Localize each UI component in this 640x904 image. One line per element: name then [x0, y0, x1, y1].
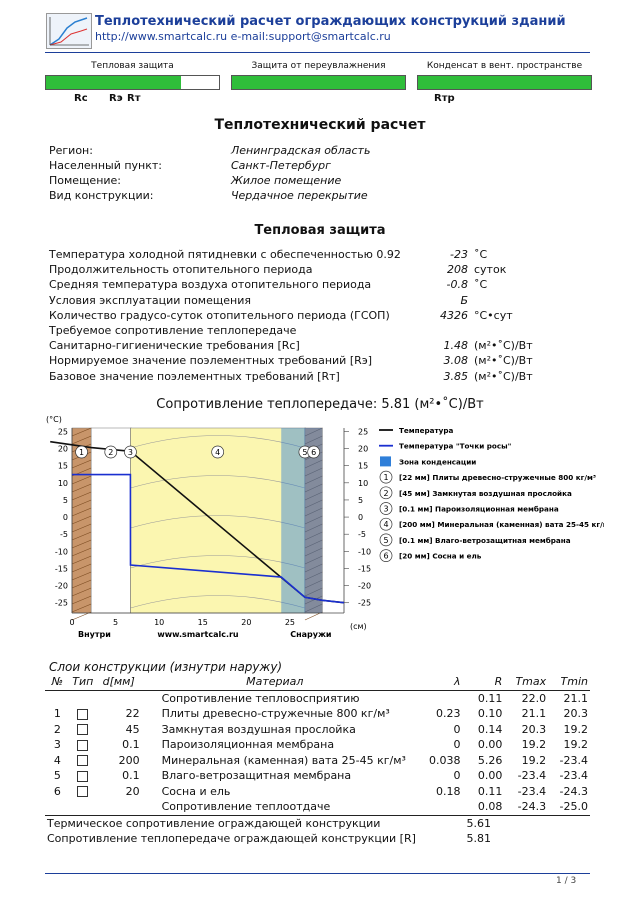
legend-num: 3 — [383, 504, 389, 514]
y-tick-label-right: 25 — [358, 427, 369, 437]
table-row — [45, 722, 590, 738]
thermal-protection-bar — [45, 75, 220, 90]
layer-marker-num: 5 — [302, 448, 308, 457]
param-value: 3.85 — [443, 369, 468, 383]
total-value: 5.61 — [466, 816, 492, 830]
y-tick-label-left: 5 — [62, 495, 68, 505]
layer-lambda: 0 — [453, 769, 461, 783]
layer-marker-num: 3 — [127, 448, 134, 457]
info-value-locality: Санкт-Петербург — [231, 159, 331, 172]
layer-thickness — [96, 799, 142, 815]
layer-tmin: 21.1 — [563, 691, 588, 705]
param-value: -23 — [450, 248, 468, 261]
layers-table-wrap — [45, 674, 590, 847]
legend-num: 4 — [383, 520, 389, 530]
y-tick-label-right: 20 — [358, 444, 369, 454]
table-row — [45, 753, 590, 769]
temperature-chart-svg — [44, 410, 604, 645]
layer-lambda: 0.038 — [429, 753, 461, 767]
param-label: Количество градусо-суток отопительного периода (ГСОП) — [49, 308, 390, 322]
y-tick-label-left: 15 — [57, 461, 68, 471]
layer-marker-num: 4 — [215, 448, 221, 457]
layers-title: Слои конструкции (изнутри наружу) — [49, 660, 283, 674]
layer-num: 6 — [53, 784, 61, 798]
layer-material: Минеральная (каменная) вата 25-45 кг/м³ — [161, 753, 406, 767]
layers-table — [45, 674, 590, 847]
layer-type-checkbox[interactable] — [77, 771, 88, 782]
layer-tmax: -23.4 — [517, 784, 547, 798]
info-label-locality: Населенный пункт: — [49, 159, 162, 172]
table-row — [45, 784, 590, 800]
y-axis-unit: (°С) — [46, 415, 62, 424]
col-header-thickness: d[мм] — [102, 675, 135, 689]
table-row — [45, 690, 590, 706]
y-tick-label-right: 5 — [358, 495, 364, 505]
layer-tmin: -24.3 — [559, 784, 588, 798]
moisture-bar-fill — [232, 76, 405, 89]
info-value-construction: Чердачное перекрытие — [231, 189, 368, 202]
layer-type-checkbox[interactable] — [77, 755, 88, 766]
param-unit: ˚С — [474, 248, 488, 261]
thermal-section-title: Тепловая защита — [254, 223, 386, 238]
param-label: Требуемое сопротивление теплопередаче — [49, 324, 297, 337]
layer-lambda — [408, 799, 463, 815]
col-header-tmax: Tmax — [515, 675, 547, 689]
info-label-room: Помещение: — [49, 174, 122, 187]
y-tick-label-left: 20 — [57, 444, 68, 454]
layer-thickness: 22 — [125, 707, 140, 721]
table-row — [45, 737, 590, 753]
y-tick-label-right: -20 — [358, 581, 372, 591]
label-outside: Снаружи — [290, 630, 332, 639]
layer-type — [70, 753, 96, 769]
param-value: 1.48 — [443, 339, 468, 353]
layer-thickness: 0.1 — [122, 738, 140, 752]
condensate-bar-fill — [418, 76, 591, 89]
layer-num: 5 — [53, 769, 61, 783]
layer-lambda: 0 — [453, 738, 461, 752]
tick-rtr: Rтр — [434, 93, 455, 104]
legend-text: [0.1 мм] Пароизоляционная мембрана — [399, 504, 559, 514]
y-tick-label-left: -20 — [54, 581, 68, 591]
layer-tmin: 19.2 — [563, 738, 588, 752]
calc-title: Теплотехнический расчет — [214, 117, 426, 133]
layer-lambda: 0.23 — [436, 707, 461, 721]
total-label: Сопротивление теплопередаче ограждающей конструкции [R] — [47, 832, 416, 846]
y-tick-label-left: 25 — [57, 427, 68, 437]
layer-thickness — [96, 690, 142, 706]
layer-type — [70, 784, 96, 800]
layer-r: 0.10 — [477, 707, 503, 721]
layer-lambda: 0 — [453, 722, 461, 736]
layer-type — [70, 768, 96, 784]
layer-tmin: -25.0 — [559, 800, 588, 814]
layer-material: Сосна и ель — [161, 784, 231, 798]
layer-r: 0.14 — [477, 722, 503, 736]
layer-lambda — [408, 690, 463, 706]
param-label: Санитарно-гигиенические требования [Rc] — [49, 339, 300, 353]
layer-thickness: 200 — [118, 753, 140, 767]
layer-r: 0.11 — [477, 691, 503, 705]
layer-material: Пароизоляционная мембрана — [161, 738, 335, 752]
param-value: 208 — [447, 263, 468, 277]
header-divider — [45, 52, 590, 53]
param-value: 3.08 — [443, 354, 468, 368]
layer-r: 0.00 — [477, 769, 503, 783]
info-value-room: Жилое помещение — [231, 174, 342, 187]
layer-tmax: 21.1 — [521, 707, 547, 721]
y-tick-label-right: 15 — [358, 461, 369, 471]
x-tick-label: 10 — [154, 618, 165, 627]
info-label-region: Регион: — [49, 144, 93, 157]
contact-line: http://www.smartcalc.ru e-mail:support@smartcalc.ru — [95, 30, 391, 43]
layer-tmax: 20.3 — [521, 722, 547, 736]
layer-thickness: 45 — [125, 722, 140, 736]
layer-type — [70, 722, 96, 738]
legend-num: 5 — [383, 535, 389, 545]
legend-box-swatch — [380, 456, 391, 466]
x-tick-label: 0 — [69, 618, 75, 627]
label-site: www.smartcalc.ru — [157, 630, 239, 639]
param-unit: °С•сут — [474, 308, 513, 322]
col-header-num: № — [51, 675, 64, 689]
col-header-lambda: λ — [454, 675, 461, 689]
param-label: Нормируемое значение поэлементных требований [Rэ] — [49, 354, 373, 368]
param-unit: (м²•˚С)/Вт — [474, 354, 533, 368]
layer-material: Замкнутая воздушная прослойка — [161, 722, 356, 736]
param-unit: (м²•˚С)/Вт — [474, 369, 533, 383]
param-unit: суток — [474, 263, 507, 277]
info-label-construction: Вид конструкции: — [49, 189, 154, 202]
total-label: Термическое сопротивление ограждающей конструкции — [47, 816, 381, 830]
layer-r: 5.26 — [477, 753, 503, 767]
legend-text: Температура — [399, 426, 454, 435]
layer-tmax: 22.0 — [521, 691, 547, 705]
info-value-region: Ленинградская область — [231, 144, 371, 157]
y-tick-label-left: -10 — [54, 547, 68, 557]
y-tick-label-right: -15 — [358, 564, 372, 574]
layer-num: 4 — [53, 753, 61, 767]
layer-type — [70, 799, 96, 815]
total-row — [45, 831, 590, 847]
layer-type — [70, 690, 96, 706]
layer-material: Сопротивление тепловосприятию — [161, 691, 360, 705]
col-header-material: Материал — [246, 675, 304, 689]
layer-num: 3 — [53, 738, 61, 752]
logo — [46, 13, 92, 49]
layer-tmin: 19.2 — [563, 722, 588, 736]
total-spacer — [504, 815, 590, 831]
total-row — [45, 815, 590, 831]
resistance-summary: Сопротивление теплопередаче: 5.81 (м²•˚С)/Вт — [156, 397, 484, 412]
tick-re: Rэ — [109, 93, 123, 104]
moisture-protection-bar — [231, 75, 406, 90]
y-tick-label-left: -5 — [60, 530, 68, 540]
total-value: 5.81 — [466, 832, 492, 846]
legend-text: [200 мм] Минеральная (каменная) вата 25-45 кг/м³ — [399, 520, 604, 530]
legend-num: 2 — [383, 488, 389, 498]
tick-rc: Rc — [74, 93, 88, 104]
layer-type — [70, 737, 96, 753]
param-label: Условия эксплуатации помещения — [49, 293, 251, 307]
x-tick-label: 20 — [241, 618, 252, 627]
layer-material: Влаго-ветрозащитная мембрана — [161, 769, 352, 783]
y-tick-label-right: -10 — [358, 547, 372, 557]
legend-text: Температура "Точки росы" — [399, 441, 512, 451]
layer-marker-num: 2 — [108, 448, 114, 457]
y-tick-label-left: 10 — [57, 478, 68, 488]
layer-tmin: -23.4 — [559, 753, 588, 767]
label-inside: Внутри — [78, 630, 111, 639]
x-tick-label: 15 — [197, 618, 208, 627]
legend-text: [45 мм] Замкнутая воздушная прослойка — [399, 488, 572, 498]
param-value: -0.8 — [446, 278, 468, 292]
layer-type-checkbox[interactable] — [77, 709, 88, 720]
layer-tmax: -23.4 — [517, 769, 547, 783]
layer-r: 0.11 — [477, 784, 503, 798]
param-unit: (м²•˚С)/Вт — [474, 339, 533, 353]
col-header-type: Тип — [72, 675, 94, 689]
condensate-bar — [417, 75, 592, 90]
param-label: Температура холодной пятидневки с обеспеченностью 0.92 — [49, 248, 401, 261]
thermal-bar-fill — [46, 76, 181, 89]
y-tick-label-left: 0 — [62, 513, 68, 523]
legend-text: [0.1 мм] Влаго-ветрозащитная мембрана — [399, 535, 571, 545]
layer-num — [45, 690, 70, 706]
thermal-bar-label: Тепловая защита — [91, 61, 174, 71]
layer-r: 0.08 — [477, 800, 503, 814]
legend-num: 6 — [383, 551, 389, 561]
layer-material: Сопротивление теплоотдаче — [161, 800, 331, 814]
legend-num: 1 — [383, 473, 389, 483]
param-label: Базовое значение поэлементных требований [Rт] — [49, 369, 340, 383]
layer-type — [70, 706, 96, 722]
layer-marker-num: 6 — [311, 448, 317, 457]
y-tick-label-left: -25 — [54, 598, 68, 608]
param-label: Средняя температура воздуха отопительного периода — [49, 278, 372, 292]
x-tick-label: 25 — [284, 618, 296, 627]
layer-tmin: 20.3 — [563, 707, 588, 721]
layer-tmax: 19.2 — [521, 753, 547, 767]
y-tick-label-right: 10 — [358, 478, 369, 488]
layer-tmax: 19.2 — [521, 738, 547, 752]
layer-type-checkbox[interactable] — [77, 740, 88, 751]
layer-material: Плиты древесно-стружечные 800 кг/м³ — [161, 707, 390, 721]
table-row — [45, 706, 590, 722]
layer-thickness: 20 — [125, 784, 140, 798]
table-row — [45, 799, 590, 815]
param-unit: ˚С — [474, 278, 488, 292]
total-spacer — [504, 831, 590, 847]
param-label: Продолжительность отопительного периода — [49, 263, 313, 277]
layer-r: 0.00 — [477, 738, 503, 752]
table-row — [45, 768, 590, 784]
layer-tmin: -23.4 — [559, 769, 588, 783]
param-value: Б — [460, 293, 468, 307]
layer-num — [45, 799, 70, 815]
layer-marker-num: 1 — [79, 448, 85, 457]
temperature-chart — [44, 410, 604, 649]
y-tick-label-right: -5 — [358, 530, 366, 540]
layer-lambda: 0.18 — [436, 784, 461, 798]
y-tick-label-right: -25 — [358, 598, 372, 608]
moisture-bar-label: Защита от переувлажнения — [251, 61, 386, 71]
layer-thickness: 0.1 — [122, 769, 140, 783]
footer-divider — [45, 873, 590, 874]
layer-num: 1 — [53, 707, 61, 721]
layer-type-checkbox[interactable] — [77, 786, 88, 797]
layer-tmax: -24.3 — [517, 800, 547, 814]
layer-type-checkbox[interactable] — [77, 724, 88, 735]
document-title: Теплотехнический расчет ограждающих конструкций зданий — [95, 14, 566, 29]
col-header-tmin: Tmin — [560, 675, 588, 689]
tick-rt: Rт — [127, 93, 141, 104]
y-tick-label-left: -15 — [54, 564, 68, 574]
param-value: 4326 — [440, 308, 468, 322]
x-axis-unit: (см) — [350, 622, 367, 631]
x-tick-label: 5 — [113, 618, 119, 627]
y-tick-label-right: 0 — [358, 513, 364, 523]
legend-text: [22 мм] Плиты древесно-стружечные 800 кг/м³ — [399, 473, 597, 483]
layer-num: 2 — [53, 722, 61, 736]
condensate-bar-label: Конденсат в вент. пространстве — [426, 61, 583, 71]
legend-text: [20 мм] Сосна и ель — [399, 551, 482, 561]
col-header-r: R — [494, 675, 503, 689]
page-number: 1 / 3 — [556, 876, 577, 886]
legend-text: Зона конденсации — [399, 457, 477, 467]
